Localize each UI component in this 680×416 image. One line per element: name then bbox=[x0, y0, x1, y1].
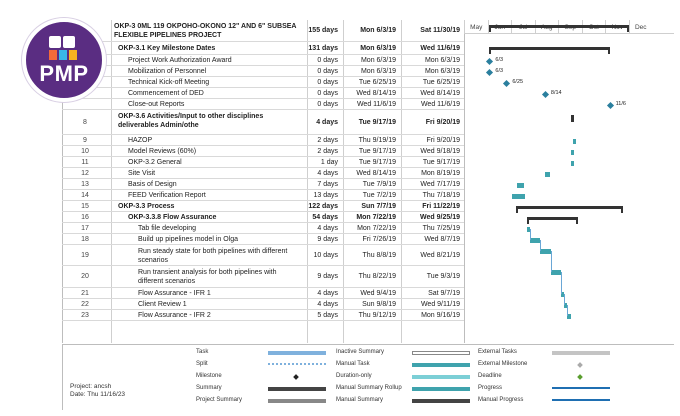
task-finish: Fri 11/22/19 bbox=[422, 202, 460, 210]
task-duration: 0 days bbox=[317, 100, 338, 108]
task-row[interactable] bbox=[62, 99, 464, 110]
task-finish: Tue 6/25/19 bbox=[422, 78, 460, 86]
task-finish: Wed 9/25/19 bbox=[420, 213, 460, 221]
dependency-line bbox=[564, 294, 565, 305]
task-id: 8 bbox=[83, 118, 87, 126]
task-row[interactable] bbox=[62, 110, 464, 135]
task-finish: Tue 9/3/19 bbox=[426, 273, 460, 280]
task-name: Client Review 1 bbox=[138, 300, 187, 308]
task-bar[interactable] bbox=[571, 150, 574, 155]
task-name: Technical Kick-off Meeting bbox=[128, 78, 210, 86]
task-id: 11 bbox=[81, 158, 89, 166]
legend-project-info bbox=[70, 383, 125, 399]
task-row[interactable] bbox=[62, 245, 464, 266]
legend-label: Project Summary bbox=[196, 397, 243, 403]
task-row[interactable] bbox=[62, 266, 464, 288]
task-bar[interactable] bbox=[530, 238, 540, 243]
dependency-line bbox=[567, 305, 568, 316]
task-id: 14 bbox=[81, 191, 89, 199]
task-finish: Wed 8/7/19 bbox=[424, 235, 460, 243]
task-id: 20 bbox=[81, 273, 89, 280]
task-start: Thu 8/8/19 bbox=[362, 251, 396, 259]
task-id: 10 bbox=[81, 147, 89, 155]
timescale-month: Dec bbox=[629, 20, 653, 34]
task-duration: 10 days bbox=[313, 251, 338, 259]
legend-label: Milestone bbox=[196, 373, 222, 379]
task-name: Mobilization of Personnel bbox=[128, 67, 207, 75]
task-start: Tue 6/25/19 bbox=[358, 78, 396, 86]
task-duration: 4 days bbox=[317, 224, 338, 232]
summary-bar[interactable] bbox=[571, 115, 574, 118]
task-duration: 4 days bbox=[317, 289, 338, 297]
legend-symbol bbox=[412, 363, 470, 367]
task-start: Tue 9/17/19 bbox=[358, 118, 396, 126]
task-row[interactable] bbox=[62, 190, 464, 201]
task-id: 16 bbox=[81, 213, 89, 221]
pmp-logo-text: PMP bbox=[39, 61, 89, 86]
task-name: Basis of Design bbox=[128, 180, 177, 188]
task-id: 23 bbox=[81, 311, 89, 319]
task-duration: 54 days bbox=[312, 213, 338, 221]
task-row[interactable] bbox=[62, 146, 464, 157]
task-finish: Mon 6/3/19 bbox=[424, 67, 460, 75]
summary-bar[interactable] bbox=[516, 206, 623, 209]
task-row[interactable] bbox=[62, 201, 464, 212]
task-id: 15 bbox=[81, 202, 89, 210]
task-name: OKP-3 0ML 119 OKPOHO-OKONO 12" AND 6" SUBSEA FLEXIBLE PIPELINES PROJECT bbox=[114, 23, 297, 39]
task-finish: Wed 7/17/19 bbox=[420, 180, 460, 188]
task-row[interactable] bbox=[62, 42, 464, 55]
legend-symbol bbox=[268, 399, 326, 403]
task-name: OKP-3.3.8 Flow Assurance bbox=[128, 213, 217, 221]
task-row[interactable] bbox=[62, 20, 464, 42]
task-duration: 131 days bbox=[308, 44, 338, 52]
task-finish: Wed 9/11/19 bbox=[420, 300, 460, 308]
milestone-date-label: 6/3 bbox=[495, 57, 504, 63]
task-start: Mon 7/22/19 bbox=[356, 213, 396, 221]
task-row[interactable] bbox=[62, 66, 464, 77]
task-duration: 9 days bbox=[317, 235, 338, 243]
task-start: Wed 8/14/19 bbox=[356, 169, 396, 177]
task-duration: 4 days bbox=[317, 169, 338, 177]
task-start: Mon 6/3/19 bbox=[360, 27, 396, 34]
task-id: 13 bbox=[81, 180, 89, 188]
task-name: OKP-3.6 Activities/Input to other disciplines deliverables Admin/othe bbox=[118, 113, 264, 129]
task-finish: Wed 8/21/19 bbox=[420, 251, 460, 259]
task-row[interactable] bbox=[62, 212, 464, 223]
task-finish: Sat 11/30/19 bbox=[420, 27, 460, 34]
task-name: Site Visit bbox=[128, 169, 156, 177]
task-name: OKP-3.2 General bbox=[128, 158, 182, 166]
task-finish: Sat 9/7/19 bbox=[428, 289, 460, 297]
task-duration: 0 days bbox=[317, 56, 338, 64]
task-duration: 0 days bbox=[317, 67, 338, 75]
task-finish: Thu 7/18/19 bbox=[422, 191, 460, 199]
task-name: Model Reviews (60%) bbox=[128, 147, 197, 155]
task-finish: Mon 9/16/19 bbox=[421, 311, 460, 319]
legend-label: External Tasks bbox=[478, 349, 517, 355]
legend-symbol bbox=[412, 351, 470, 355]
task-name: Commencement of DED bbox=[128, 89, 204, 97]
legend-symbol bbox=[412, 375, 470, 379]
task-start: Wed 9/4/19 bbox=[360, 289, 396, 297]
task-row[interactable] bbox=[62, 77, 464, 88]
legend-symbol bbox=[412, 399, 470, 403]
task-duration: 122 days bbox=[308, 202, 338, 210]
legend-date: Date: Thu 11/16/23 bbox=[70, 391, 126, 398]
legend-label: Manual Summary Rollup bbox=[336, 385, 402, 391]
milestone-date-label: 6/25 bbox=[512, 79, 524, 85]
task-start: Wed 8/14/19 bbox=[356, 89, 396, 97]
task-finish: Wed 8/14/19 bbox=[420, 89, 460, 97]
task-bar[interactable] bbox=[551, 270, 561, 275]
task-finish: Thu 7/25/19 bbox=[422, 224, 460, 232]
task-name: Build up pipelines model in Olga bbox=[138, 235, 239, 243]
pmp-logo bbox=[22, 18, 106, 102]
task-row[interactable] bbox=[62, 310, 464, 321]
task-duration: 4 days bbox=[317, 300, 338, 308]
task-start: Tue 9/17/19 bbox=[358, 158, 396, 166]
legend-label: External Milestone bbox=[478, 361, 528, 367]
task-duration: 9 days bbox=[317, 273, 338, 280]
task-row[interactable] bbox=[62, 234, 464, 245]
task-duration: 13 days bbox=[313, 191, 338, 199]
task-duration: 2 days bbox=[317, 136, 338, 144]
legend-label: Manual Summary bbox=[336, 397, 384, 403]
task-id: 9 bbox=[83, 136, 87, 144]
task-duration: 0 days bbox=[317, 78, 338, 86]
task-start: Thu 8/22/19 bbox=[358, 273, 396, 280]
milestone-date-label: 8/14 bbox=[550, 90, 562, 96]
task-start: Mon 6/3/19 bbox=[360, 44, 396, 52]
task-duration: 1 day bbox=[320, 158, 338, 166]
task-row[interactable] bbox=[62, 223, 464, 234]
task-duration: 5 days bbox=[317, 311, 338, 319]
task-bar[interactable] bbox=[540, 249, 551, 254]
task-start: Tue 7/9/19 bbox=[362, 180, 396, 188]
task-row[interactable] bbox=[62, 288, 464, 299]
legend-label: Split bbox=[196, 361, 208, 367]
task-start: Sun 9/8/19 bbox=[362, 300, 396, 308]
task-id: 12 bbox=[81, 169, 89, 177]
legend-project: Project: ancsh bbox=[70, 383, 112, 390]
timescale-month: May bbox=[464, 20, 488, 34]
task-finish: Fri 9/20/19 bbox=[425, 118, 460, 126]
task-start: Tue 7/2/19 bbox=[362, 191, 396, 199]
task-row[interactable] bbox=[62, 135, 464, 146]
legend-label: Duration-only bbox=[336, 373, 372, 379]
legend-symbol bbox=[552, 399, 610, 401]
task-finish: Tue 9/17/19 bbox=[422, 158, 460, 166]
task-name: Close-out Reports bbox=[128, 100, 185, 108]
task-id: 19 bbox=[81, 251, 89, 259]
task-start: Wed 11/6/19 bbox=[356, 100, 396, 108]
dependency-line bbox=[551, 251, 552, 272]
legend-label: Progress bbox=[478, 385, 503, 391]
task-bar[interactable] bbox=[571, 161, 574, 166]
task-row[interactable] bbox=[62, 157, 464, 168]
task-bar[interactable] bbox=[512, 194, 525, 199]
dependency-line bbox=[561, 272, 562, 294]
legend-label: Deadline bbox=[478, 373, 502, 379]
task-name: OKP-3.3 Process bbox=[118, 202, 175, 210]
legend-symbol bbox=[268, 387, 326, 391]
task-finish: Fri 9/20/19 bbox=[426, 136, 460, 144]
legend-label: Manual Task bbox=[336, 361, 370, 367]
task-finish: Mon 8/19/19 bbox=[421, 169, 460, 177]
legend-label: Inactive Summary bbox=[336, 349, 385, 355]
task-name: FEED Verification Report bbox=[128, 191, 206, 199]
task-start: Mon 6/3/19 bbox=[360, 56, 396, 64]
legend-label: Summary bbox=[196, 385, 222, 391]
summary-bar[interactable] bbox=[527, 217, 578, 220]
task-name: OKP-3.1 Key Milestone Dates bbox=[118, 44, 216, 52]
task-id: 18 bbox=[81, 235, 89, 243]
task-bar[interactable] bbox=[545, 172, 550, 177]
task-name: Flow Assurance - IFR 2 bbox=[138, 311, 211, 319]
task-duration: 2 days bbox=[317, 147, 338, 155]
task-row[interactable] bbox=[62, 179, 464, 190]
task-finish: Wed 9/18/19 bbox=[420, 147, 460, 155]
task-name: Run steady state for both pipelines with different scenarios bbox=[138, 248, 288, 264]
task-start: Thu 9/19/19 bbox=[358, 136, 396, 144]
legend-symbol bbox=[552, 351, 610, 355]
task-start: Mon 7/22/19 bbox=[357, 224, 396, 232]
task-duration: 0 days bbox=[317, 89, 338, 97]
task-bar[interactable] bbox=[573, 139, 576, 144]
legend-symbol bbox=[412, 387, 470, 391]
task-row[interactable] bbox=[62, 55, 464, 66]
task-name: Flow Assurance - IFR 1 bbox=[138, 289, 211, 297]
legend-symbol bbox=[552, 387, 610, 389]
task-start: Tue 9/17/19 bbox=[358, 147, 396, 155]
task-duration: 155 days bbox=[308, 27, 338, 34]
legend-label: Task bbox=[196, 349, 209, 355]
dependency-line bbox=[540, 240, 541, 251]
task-row[interactable] bbox=[62, 168, 464, 179]
summary-bar[interactable] bbox=[489, 25, 628, 28]
legend-label: Manual Progress bbox=[478, 397, 524, 403]
task-finish: Mon 6/3/19 bbox=[424, 56, 460, 64]
task-row[interactable] bbox=[62, 88, 464, 99]
milestone-date-label: 6/3 bbox=[495, 68, 504, 74]
task-finish: Wed 11/6/19 bbox=[420, 44, 460, 52]
task-finish: Wed 11/6/19 bbox=[420, 100, 460, 108]
task-start: Thu 9/12/19 bbox=[358, 311, 396, 319]
task-id: 22 bbox=[81, 300, 89, 308]
task-start: Sun 7/7/19 bbox=[361, 202, 396, 210]
milestone-date-label: 11/6 bbox=[615, 101, 626, 107]
pmp-logo-mark bbox=[49, 36, 79, 62]
task-duration: 4 days bbox=[316, 118, 338, 126]
summary-bar[interactable] bbox=[489, 47, 610, 50]
task-name: Run transient analysis for both pipelines with different scenarios bbox=[138, 269, 277, 285]
task-duration: 7 days bbox=[317, 180, 338, 188]
legend-symbol bbox=[268, 351, 326, 355]
task-id: 21 bbox=[81, 289, 89, 297]
task-id: 17 bbox=[81, 224, 89, 232]
task-start: Fri 7/26/19 bbox=[362, 235, 396, 243]
task-name: HAZOP bbox=[128, 136, 153, 144]
legend-symbol bbox=[268, 363, 326, 365]
task-name: Tab file developing bbox=[138, 224, 196, 232]
task-bar[interactable] bbox=[517, 183, 524, 188]
task-start: Mon 6/3/19 bbox=[360, 67, 396, 75]
dependency-line bbox=[530, 229, 531, 240]
task-name: Project Work Authorization Award bbox=[128, 56, 232, 64]
task-row[interactable] bbox=[62, 299, 464, 310]
